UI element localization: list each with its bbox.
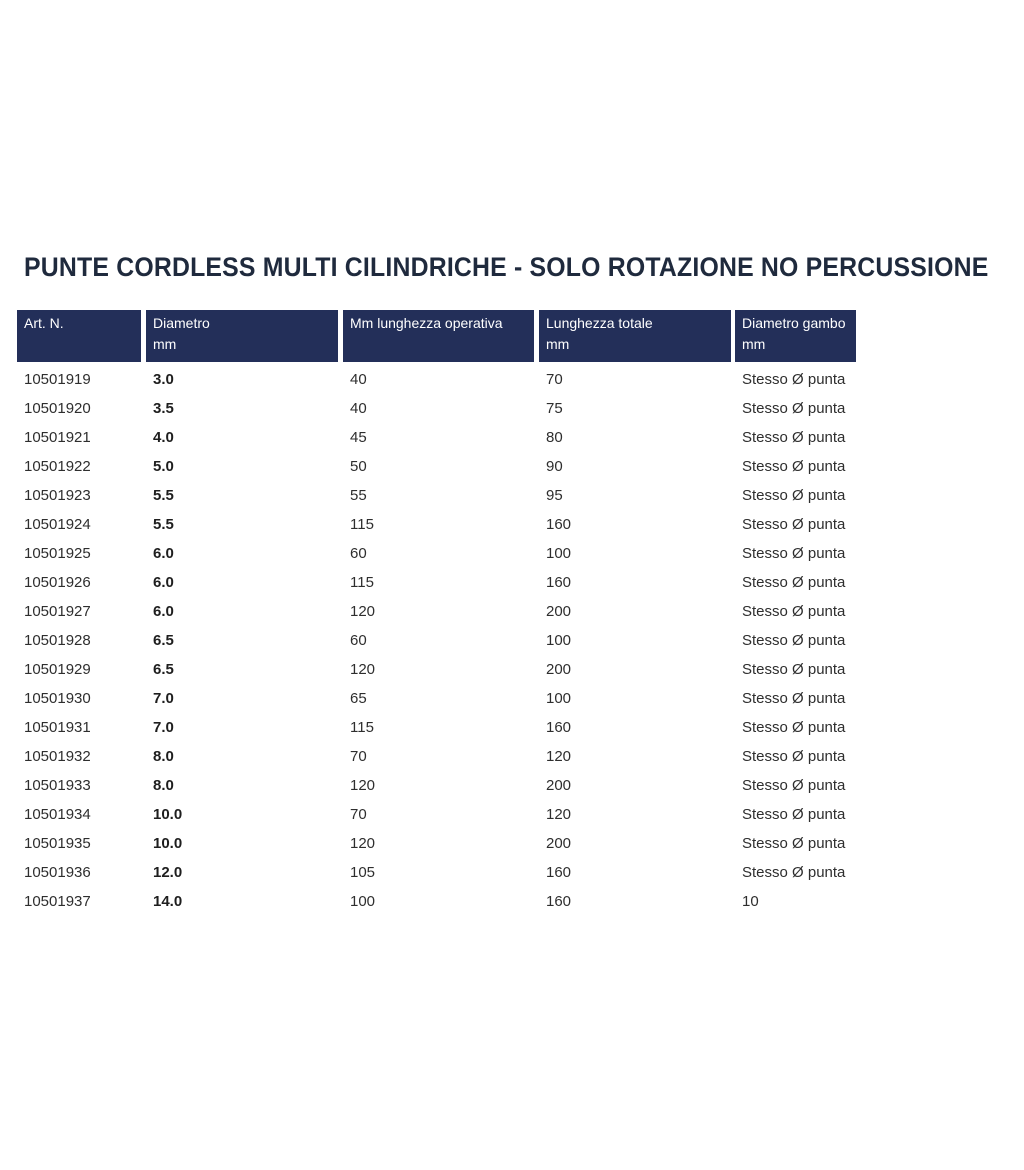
- table-row: [0, 890, 1024, 919]
- cell-diametro: 12.0: [153, 864, 183, 881]
- header-art-number: [17, 310, 141, 362]
- cell-diametro-gambo: Stesso Ø punta: [742, 806, 846, 823]
- header-lunghezza-totale-unit: mm: [546, 336, 570, 352]
- cell-diametro: 3.5: [153, 400, 174, 417]
- cell-lunghezza-totale: 100: [546, 545, 572, 562]
- cell-diametro: 7.0: [153, 690, 174, 707]
- cell-diametro: 5.5: [153, 487, 174, 504]
- cell-diametro-gambo: Stesso Ø punta: [742, 371, 846, 388]
- cell-lunghezza-totale: 120: [546, 748, 572, 765]
- table-row: [0, 397, 1024, 426]
- cell-diametro: 6.0: [153, 545, 174, 562]
- table-row: [0, 484, 1024, 513]
- cell-diametro-gambo: 10: [742, 893, 759, 910]
- cell-diametro: 8.0: [153, 748, 174, 765]
- cell-art-number: 10501926: [24, 574, 91, 591]
- cell-lunghezza-totale: 200: [546, 661, 572, 678]
- cell-lunghezza-operativa: 120: [350, 835, 376, 852]
- cell-art-number: 10501921: [24, 429, 91, 446]
- cell-lunghezza-totale: 90: [546, 458, 563, 475]
- cell-diametro: 6.5: [153, 661, 174, 678]
- cell-lunghezza-totale: 100: [546, 632, 572, 649]
- table-row: [0, 600, 1024, 629]
- cell-art-number: 10501928: [24, 632, 91, 649]
- cell-lunghezza-totale: 200: [546, 835, 572, 852]
- table-row: [0, 455, 1024, 484]
- cell-lunghezza-operativa: 70: [350, 748, 367, 765]
- header-diametro-gambo: [735, 310, 856, 362]
- cell-diametro: 6.0: [153, 603, 174, 620]
- cell-diametro-gambo: Stesso Ø punta: [742, 429, 846, 446]
- cell-art-number: 10501924: [24, 516, 91, 533]
- table-row: [0, 716, 1024, 745]
- cell-diametro: 6.0: [153, 574, 174, 591]
- cell-lunghezza-operativa: 65: [350, 690, 367, 707]
- cell-diametro: 7.0: [153, 719, 174, 736]
- cell-lunghezza-operativa: 100: [350, 893, 376, 910]
- table-row: [0, 542, 1024, 571]
- table-row: [0, 368, 1024, 397]
- table-row: [0, 426, 1024, 455]
- cell-art-number: 10501934: [24, 806, 91, 823]
- cell-art-number: 10501930: [24, 690, 91, 707]
- header-diametro-label: Diametro: [153, 315, 210, 331]
- cell-lunghezza-totale: 160: [546, 516, 572, 533]
- header-diametro-unit: mm: [153, 336, 177, 352]
- cell-art-number: 10501935: [24, 835, 91, 852]
- cell-diametro-gambo: Stesso Ø punta: [742, 719, 846, 736]
- cell-diametro: 8.0: [153, 777, 174, 794]
- cell-lunghezza-operativa: 40: [350, 371, 367, 388]
- cell-lunghezza-operativa: 40: [350, 400, 367, 417]
- cell-art-number: 10501920: [24, 400, 91, 417]
- cell-lunghezza-totale: 160: [546, 574, 572, 591]
- cell-diametro: 10.0: [153, 806, 183, 823]
- cell-diametro-gambo: Stesso Ø punta: [742, 400, 846, 417]
- header-diametro-gambo-unit: mm: [742, 336, 766, 352]
- cell-art-number: 10501927: [24, 603, 91, 620]
- table-row: [0, 774, 1024, 803]
- cell-diametro: 14.0: [153, 893, 183, 910]
- cell-art-number: 10501922: [24, 458, 91, 475]
- table-row: [0, 571, 1024, 600]
- cell-art-number: 10501937: [24, 893, 91, 910]
- header-art-number-label: Art. N.: [24, 315, 64, 331]
- cell-lunghezza-operativa: 45: [350, 429, 367, 446]
- table-row: [0, 803, 1024, 832]
- cell-diametro-gambo: Stesso Ø punta: [742, 458, 846, 475]
- cell-art-number: 10501925: [24, 545, 91, 562]
- header-diametro-gambo-label: Diametro gambo: [742, 315, 846, 331]
- page-title: PUNTE CORDLESS MULTI CILINDRICHE - SOLO ROTAZIONE NO PERCUSSIONE: [24, 252, 989, 282]
- cell-lunghezza-operativa: 115: [350, 574, 374, 591]
- cell-diametro-gambo: Stesso Ø punta: [742, 574, 846, 591]
- cell-diametro-gambo: Stesso Ø punta: [742, 777, 846, 794]
- cell-diametro-gambo: Stesso Ø punta: [742, 603, 846, 620]
- cell-lunghezza-operativa: 120: [350, 661, 376, 678]
- cell-lunghezza-totale: 75: [546, 400, 563, 417]
- cell-diametro-gambo: Stesso Ø punta: [742, 864, 846, 881]
- cell-art-number: 10501923: [24, 487, 91, 504]
- cell-lunghezza-operativa: 115: [350, 719, 374, 736]
- cell-art-number: 10501933: [24, 777, 91, 794]
- table-row: [0, 832, 1024, 861]
- table-row: [0, 658, 1024, 687]
- header-diametro: [146, 310, 338, 362]
- cell-lunghezza-totale: 95: [546, 487, 563, 504]
- cell-lunghezza-totale: 100: [546, 690, 572, 707]
- cell-art-number: 10501919: [24, 371, 91, 388]
- header-lunghezza-operativa: [343, 310, 534, 362]
- cell-diametro: 5.0: [153, 458, 174, 475]
- table-row: [0, 513, 1024, 542]
- cell-lunghezza-totale: 160: [546, 893, 572, 910]
- cell-diametro-gambo: Stesso Ø punta: [742, 835, 846, 852]
- header-lunghezza-totale: [539, 310, 731, 362]
- cell-diametro: 6.5: [153, 632, 174, 649]
- table-row: [0, 629, 1024, 658]
- cell-diametro-gambo: Stesso Ø punta: [742, 690, 846, 707]
- cell-diametro-gambo: Stesso Ø punta: [742, 487, 846, 504]
- cell-lunghezza-operativa: 60: [350, 545, 367, 562]
- cell-lunghezza-totale: 70: [546, 371, 563, 388]
- cell-art-number: 10501932: [24, 748, 91, 765]
- cell-art-number: 10501929: [24, 661, 91, 678]
- cell-lunghezza-totale: 80: [546, 429, 563, 446]
- cell-lunghezza-operativa: 120: [350, 603, 376, 620]
- cell-lunghezza-operativa: 60: [350, 632, 367, 649]
- cell-lunghezza-operativa: 50: [350, 458, 367, 475]
- cell-diametro: 4.0: [153, 429, 174, 446]
- cell-art-number: 10501931: [24, 719, 91, 736]
- cell-lunghezza-totale: 160: [546, 864, 572, 881]
- cell-diametro-gambo: Stesso Ø punta: [742, 661, 846, 678]
- cell-lunghezza-totale: 160: [546, 719, 572, 736]
- cell-lunghezza-operativa: 120: [350, 777, 376, 794]
- cell-diametro-gambo: Stesso Ø punta: [742, 545, 846, 562]
- table-row: [0, 745, 1024, 774]
- cell-diametro: 5.5: [153, 516, 174, 533]
- cell-lunghezza-totale: 200: [546, 603, 572, 620]
- cell-lunghezza-totale: 120: [546, 806, 572, 823]
- cell-lunghezza-operativa: 70: [350, 806, 367, 823]
- cell-diametro: 10.0: [153, 835, 183, 852]
- cell-diametro-gambo: Stesso Ø punta: [742, 632, 846, 649]
- table-row: [0, 861, 1024, 890]
- table-row: [0, 687, 1024, 716]
- cell-diametro-gambo: Stesso Ø punta: [742, 516, 846, 533]
- cell-lunghezza-operativa: 55: [350, 487, 367, 504]
- header-lunghezza-operativa-label: Mm lunghezza operativa: [350, 315, 503, 331]
- cell-lunghezza-operativa: 105: [350, 864, 376, 881]
- header-lunghezza-totale-label: Lunghezza totale: [546, 315, 653, 331]
- cell-lunghezza-totale: 200: [546, 777, 572, 794]
- cell-lunghezza-operativa: 115: [350, 516, 374, 533]
- cell-diametro-gambo: Stesso Ø punta: [742, 748, 846, 765]
- cell-diametro: 3.0: [153, 371, 174, 388]
- cell-art-number: 10501936: [24, 864, 91, 881]
